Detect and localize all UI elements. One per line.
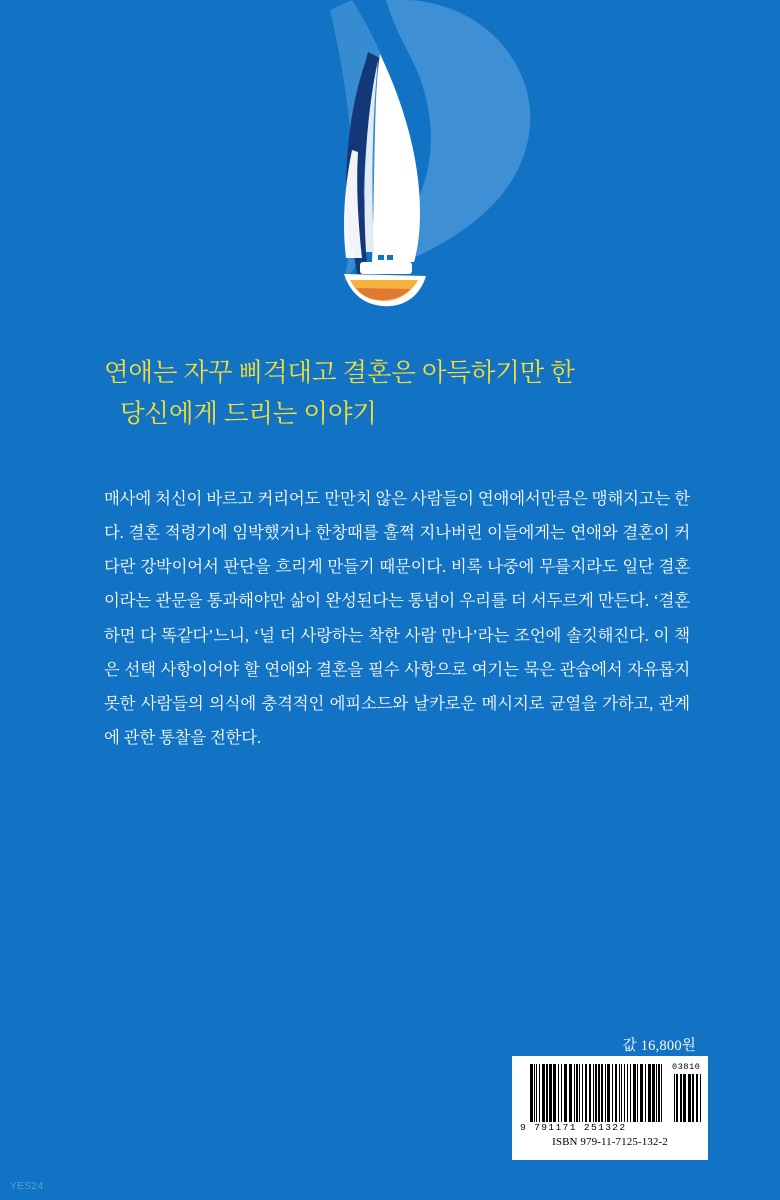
isbn-barcode-bars: [530, 1064, 664, 1122]
headline-line-1: 연애는 자꾸 삐걱대고 결혼은 아득하기만 한: [104, 358, 575, 387]
cabin-window: [378, 255, 384, 260]
cover-headline: [104, 352, 704, 435]
sail-main: [372, 54, 420, 262]
barcode-addon-label: 03810: [672, 1062, 701, 1072]
addon-barcode-bars: [674, 1074, 702, 1122]
cover-body-text: 매사에 처신이 바르고 커리어도 만만치 않은 사람들이 연애에서만큼은 맹해지고는 한다. 결혼 적령기에 임박했거나 한창때를 훌쩍 지나버린 이들에게는 연애와 결혼이 커다란 강박이어서 판단을 흐리게 만들기 때문이다. 비록 나중에 무를지라도 일단 결혼이라는 관문을 통과해야만 삶이 완성된다는 통념이 우리를 더 서두르게 만든다. ‘결혼하면 다 똑같다’느니, ‘널 더 사랑하는 착한 사람 만나’라는 조언에 솔깃해진다. 이 책은 선택 사항이어야 할 연애와 결혼을 필수 사항으로 여기는 묵은 관습에서 자유롭지 못한 사람들의 의식에 충격적인 에피소드와 날카로운 메시지로 균열을 가하고, 관계에 관한 통찰을 전한다.: [104, 489, 690, 747]
price-label: 값 16,800원: [622, 1038, 696, 1054]
isbn-text: ISBN 979-11-7125-132-2: [552, 1136, 668, 1148]
ean-digits: 9 791171 251322: [520, 1122, 627, 1133]
sailboat-illustration: [0, 0, 780, 340]
barcode-block: [512, 1056, 708, 1160]
site-watermark: YES24: [10, 1181, 44, 1192]
cabin-window-2: [387, 255, 393, 260]
headline-line-2: 당신에게 드리는 이야기: [120, 399, 377, 429]
